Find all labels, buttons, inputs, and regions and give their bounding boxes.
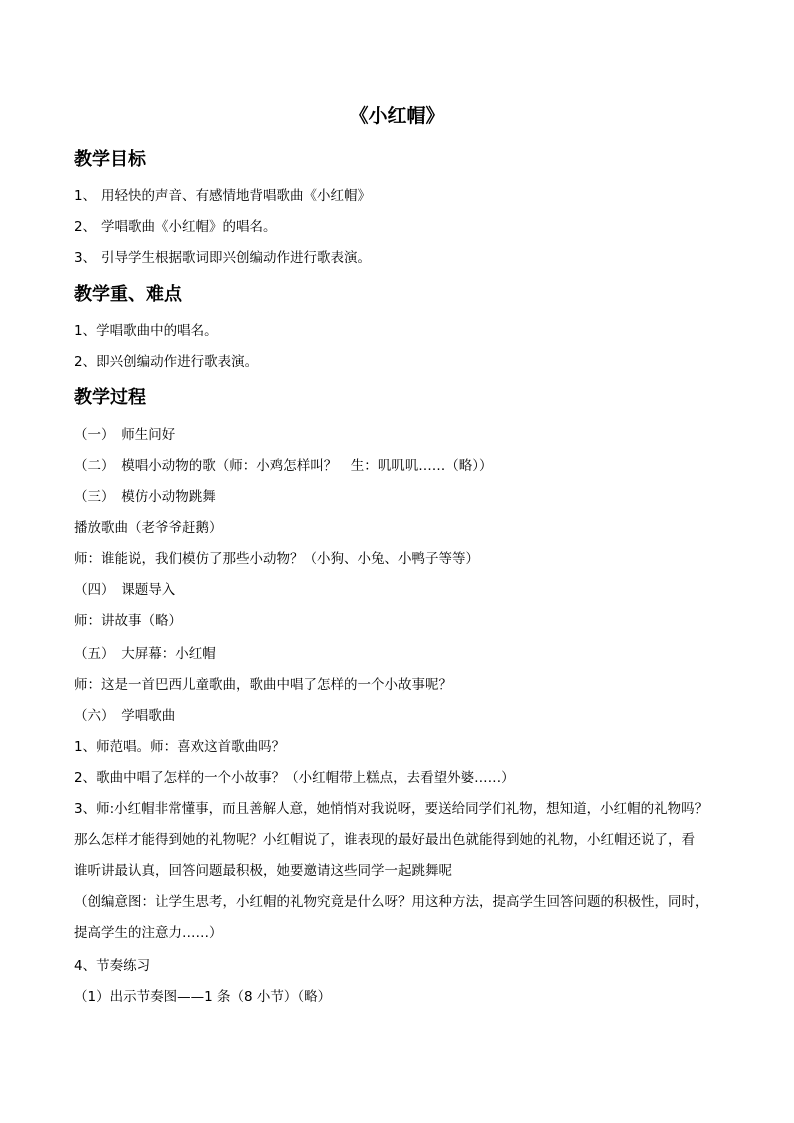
process-line: （一） 师生问好	[74, 427, 176, 443]
objective-text: 学唱歌曲《小红帽》的唱名。	[101, 219, 277, 235]
process-line: 3、师:小红帽非常懂事，而且善解人意，她悄悄对我说呀，要送给同学们礼物，想知道，小红帽的礼物吗？	[74, 801, 709, 817]
process-line: 1、师范唱。师：喜欢这首歌曲吗？	[74, 739, 286, 755]
objective-text: 引导学生根据歌词即兴创编动作进行歌表演。	[101, 250, 371, 266]
process-line: （创编意图：让学生思考，小红帽的礼物究竟是什么呀？用这种方法，提高学生回答问题的积极性，同时，	[74, 894, 709, 910]
objective-item-2	[74, 218, 277, 236]
process-line: 谁听讲最认真，回答问题最积极，她要邀请这些同学一起跳舞呢	[74, 863, 452, 879]
process-line: （三） 模仿小动物跳舞	[74, 489, 216, 505]
process-line: 播放歌曲（老爷爷赶鹅）	[74, 520, 223, 536]
process-line: （六） 学唱歌曲	[74, 708, 176, 724]
process-line: （1）出示节奏图——1 条（8 小节）（略）	[74, 989, 332, 1005]
process-line: 提高学生的注意力……）	[74, 925, 223, 941]
process-line: 4、节奏练习	[74, 958, 151, 974]
process-line: 师：讲故事（略）	[74, 613, 182, 629]
objective-number: 2、	[74, 219, 97, 235]
section-heading-key-points: 教学重、难点	[74, 284, 182, 305]
process-line: 师：谁能说，我们模仿了那些小动物？（小狗、小兔、小鸭子等等）	[74, 551, 479, 567]
process-line: （二） 模唱小动物的歌（师：小鸡怎样叫？ 生：叽叽叽……（略））	[74, 458, 493, 474]
objective-item-3	[74, 249, 371, 267]
objective-item-1	[74, 187, 371, 205]
objective-number: 3、	[74, 250, 97, 266]
key-point-item-1: 1、学唱歌曲中的唱名。	[74, 323, 218, 339]
objective-text: 用轻快的声音、有感情地背唱歌曲《小红帽》	[101, 188, 371, 204]
process-line: 师：这是一首巴西儿童歌曲，歌曲中唱了怎样的一个小故事呢？	[74, 677, 452, 693]
process-line: （五） 大屏幕：小红帽	[74, 646, 216, 662]
document-title: 《小红帽》	[349, 105, 445, 127]
process-line: （四） 课题导入	[74, 582, 176, 598]
process-line: 2、歌曲中唱了怎样的一个小故事？（小红帽带上糕点，去看望外婆……）	[74, 770, 515, 786]
section-heading-objectives: 教学目标	[74, 149, 146, 170]
section-heading-process: 教学过程	[74, 387, 146, 408]
objective-number: 1、	[74, 188, 97, 204]
process-line: 那么怎样才能得到她的礼物呢？小红帽说了，谁表现的最好最出色就能得到她的礼物，小红帽还说了，看	[74, 832, 695, 848]
key-point-item-2: 2、即兴创编动作进行歌表演。	[74, 354, 259, 370]
